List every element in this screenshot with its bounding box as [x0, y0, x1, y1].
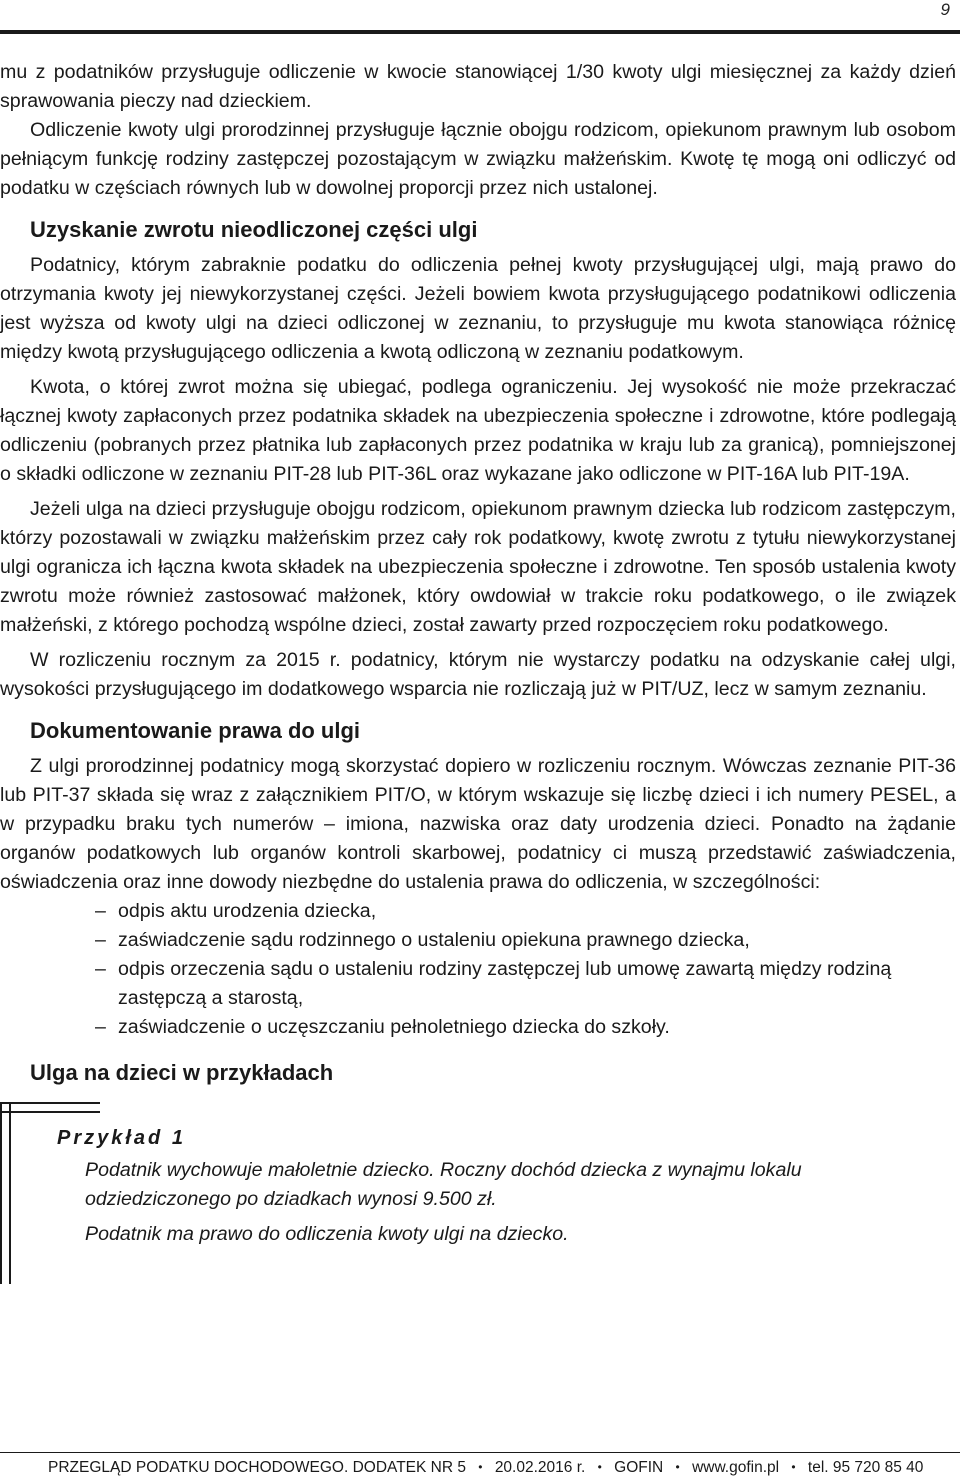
footer-rule [0, 1452, 960, 1453]
example-paragraph: Podatnik wychowuje małoletnie dziecko. Roczny dochód dziecka z wynajmu lokalu odziedziczonego po dziadkach wynosi 9.500 zł. [85, 1159, 802, 1210]
list-item: – odpis aktu urodzenia dziecka, [97, 897, 956, 926]
example-frame-vertical [0, 1102, 11, 1284]
page-number: 9 [940, 0, 950, 19]
documents-list [0, 897, 956, 1042]
footer-brand: GOFIN [614, 1459, 664, 1476]
paragraph-both-parents: Jeżeli ulga na dzieci przysługuje obojgu rodzicom, opiekunom prawnym dziecka lub rodzicom zastępczym, którzy pozostawali w związku małżeńskim przez cały rok podatkowy, kwotę zwrotu z tytułu niewykorzystanej ulgi ogranicza ich łączna kwota składek na ubezpieczenia społeczne i zdrowotne. Ten sposób ustalenia kwoty zwrotu może również zastosować małżonek, który owdowiał w trakcie roku podatkowego, o ile związek małżeński, z którego pochodzą wspólne dzieci, został zawarty przed rozpoczęciem roku podatkowego. [0, 498, 956, 636]
footer-website[interactable]: www.gofin.pl [692, 1459, 780, 1476]
example-paragraph: Podatnik ma prawo do odliczenia kwoty ulgi na dziecko. [85, 1223, 569, 1245]
article-body [0, 58, 956, 1284]
list-item: – zaświadczenie sądu rodzinnego o ustaleniu opiekuna prawnego dziecka, [97, 926, 956, 955]
example-title: Przykład 1 [57, 1127, 186, 1149]
footer [48, 1459, 923, 1477]
footer-phone: tel. 95 720 85 40 [807, 1459, 924, 1476]
section-heading-refund: Uzyskanie zwrotu nieodliczonej części ulgi [30, 217, 478, 242]
footer-separator: • [478, 1460, 483, 1474]
example-text [85, 1124, 956, 1249]
paragraph-annual-settlement: W rozliczeniu rocznym za 2015 r. podatnicy, którym nie wystarczy podatku na odzyskanie całej ulgi, wysokości przysługującego im dodatkowego wsparcia nie rozliczają już w PIT/UZ, lecz w samym zeznaniu. [0, 649, 956, 700]
footer-separator: • [597, 1460, 602, 1474]
list-item: – odpis orzeczenia sądu o ustaleniu rodziny zastępczej lub umowę zawartą między rodziną zastępczą a starostą, [97, 955, 956, 1013]
section-heading-examples: Ulga na dzieci w przykładach [30, 1060, 334, 1085]
footer-date: 20.02.2016 r. [494, 1459, 586, 1476]
paragraph-continuation: mu z podatników przysługuje odliczenie w kwocie stanowiącej 1/30 kwoty ulgi miesięcznej za każdy dzień sprawowania pieczy nad dzieckiem. [0, 61, 956, 112]
paragraph-refund-limit: Kwota, o której zwrot można się ubiegać, podlega ograniczeniu. Jej wysokość nie może przekraczać łącznej kwoty zapłaconych przez podatnika składek na ubezpieczenia społeczne i zdrowotne, które podlegają odliczeniu (pobranych przez płatnika lub zapłaconych przez podatnika w kraju lub za granicą), pomniejszonej o składki odliczone w zeznaniu PIT-28 lub PIT-36L oraz wykazane jako odliczone w PIT-16A lub PIT-19A. [0, 376, 956, 485]
example-frame-horizontal [0, 1102, 100, 1113]
footer-separator: • [675, 1460, 680, 1474]
paragraph-documentation: Z ulgi prorodzinnej podatnicy mogą skorzystać dopiero w rozliczeniu rocznym. Wówczas zeznanie PIT-36 lub PIT-37 składa się wraz z załącznikiem PIT/O, w którym wskazuje się liczbę dzieci i ich numery PESEL, a w przypadku braku tych numerów – imiona, nazwiska oraz daty urodzenia dzieci. Ponadto na żądanie organów podatkowych lub organów kontroli skarbowej, podatnicy ci muszą przedstawić zaświadczenia, oświadczenia oraz inne dowody niezbędne do ustalenia prawa do odliczenia, w szczególności: [0, 755, 956, 893]
example-box [0, 1102, 956, 1284]
list-item: – zaświadczenie o uczęszczaniu pełnoletniego dziecka do szkoły. [97, 1013, 956, 1042]
footer-publication: PRZEGLĄD PODATKU DOCHODOWEGO. DODATEK NR 5 [48, 1459, 466, 1476]
paragraph-joint-deduction: Odliczenie kwoty ulgi prorodzinnej przysługuje łącznie obojgu rodzicom, opiekunom prawnym lub osobom pełniącym funkcję rodziny zastępczej pozostającym w związku małżeńskim. Kwotę tę mogą oni odliczyć od podatku w częściach równych lub w dowolnej proporcji przez nich ustalonej. [0, 119, 956, 199]
header-rule [0, 30, 960, 34]
section-heading-documentation: Dokumentowanie prawa do ulgi [30, 718, 361, 743]
footer-separator: • [791, 1460, 796, 1474]
paragraph-refund-right: Podatnicy, którym zabraknie podatku do odliczenia pełnej kwoty przysługującej ulgi, mają prawo do otrzymania kwoty jej niewykorzystanej części. Jeżeli bowiem kwota przysługującego podatnikowi odliczenia jest wyższa od kwoty ulgi na dzieci odliczonej w zeznaniu, to przysługuje mu kwota stanowiąca różnicę między kwotą przysługującego odliczenia a kwotą odliczoną w zeznaniu podatkowym. [0, 254, 956, 363]
